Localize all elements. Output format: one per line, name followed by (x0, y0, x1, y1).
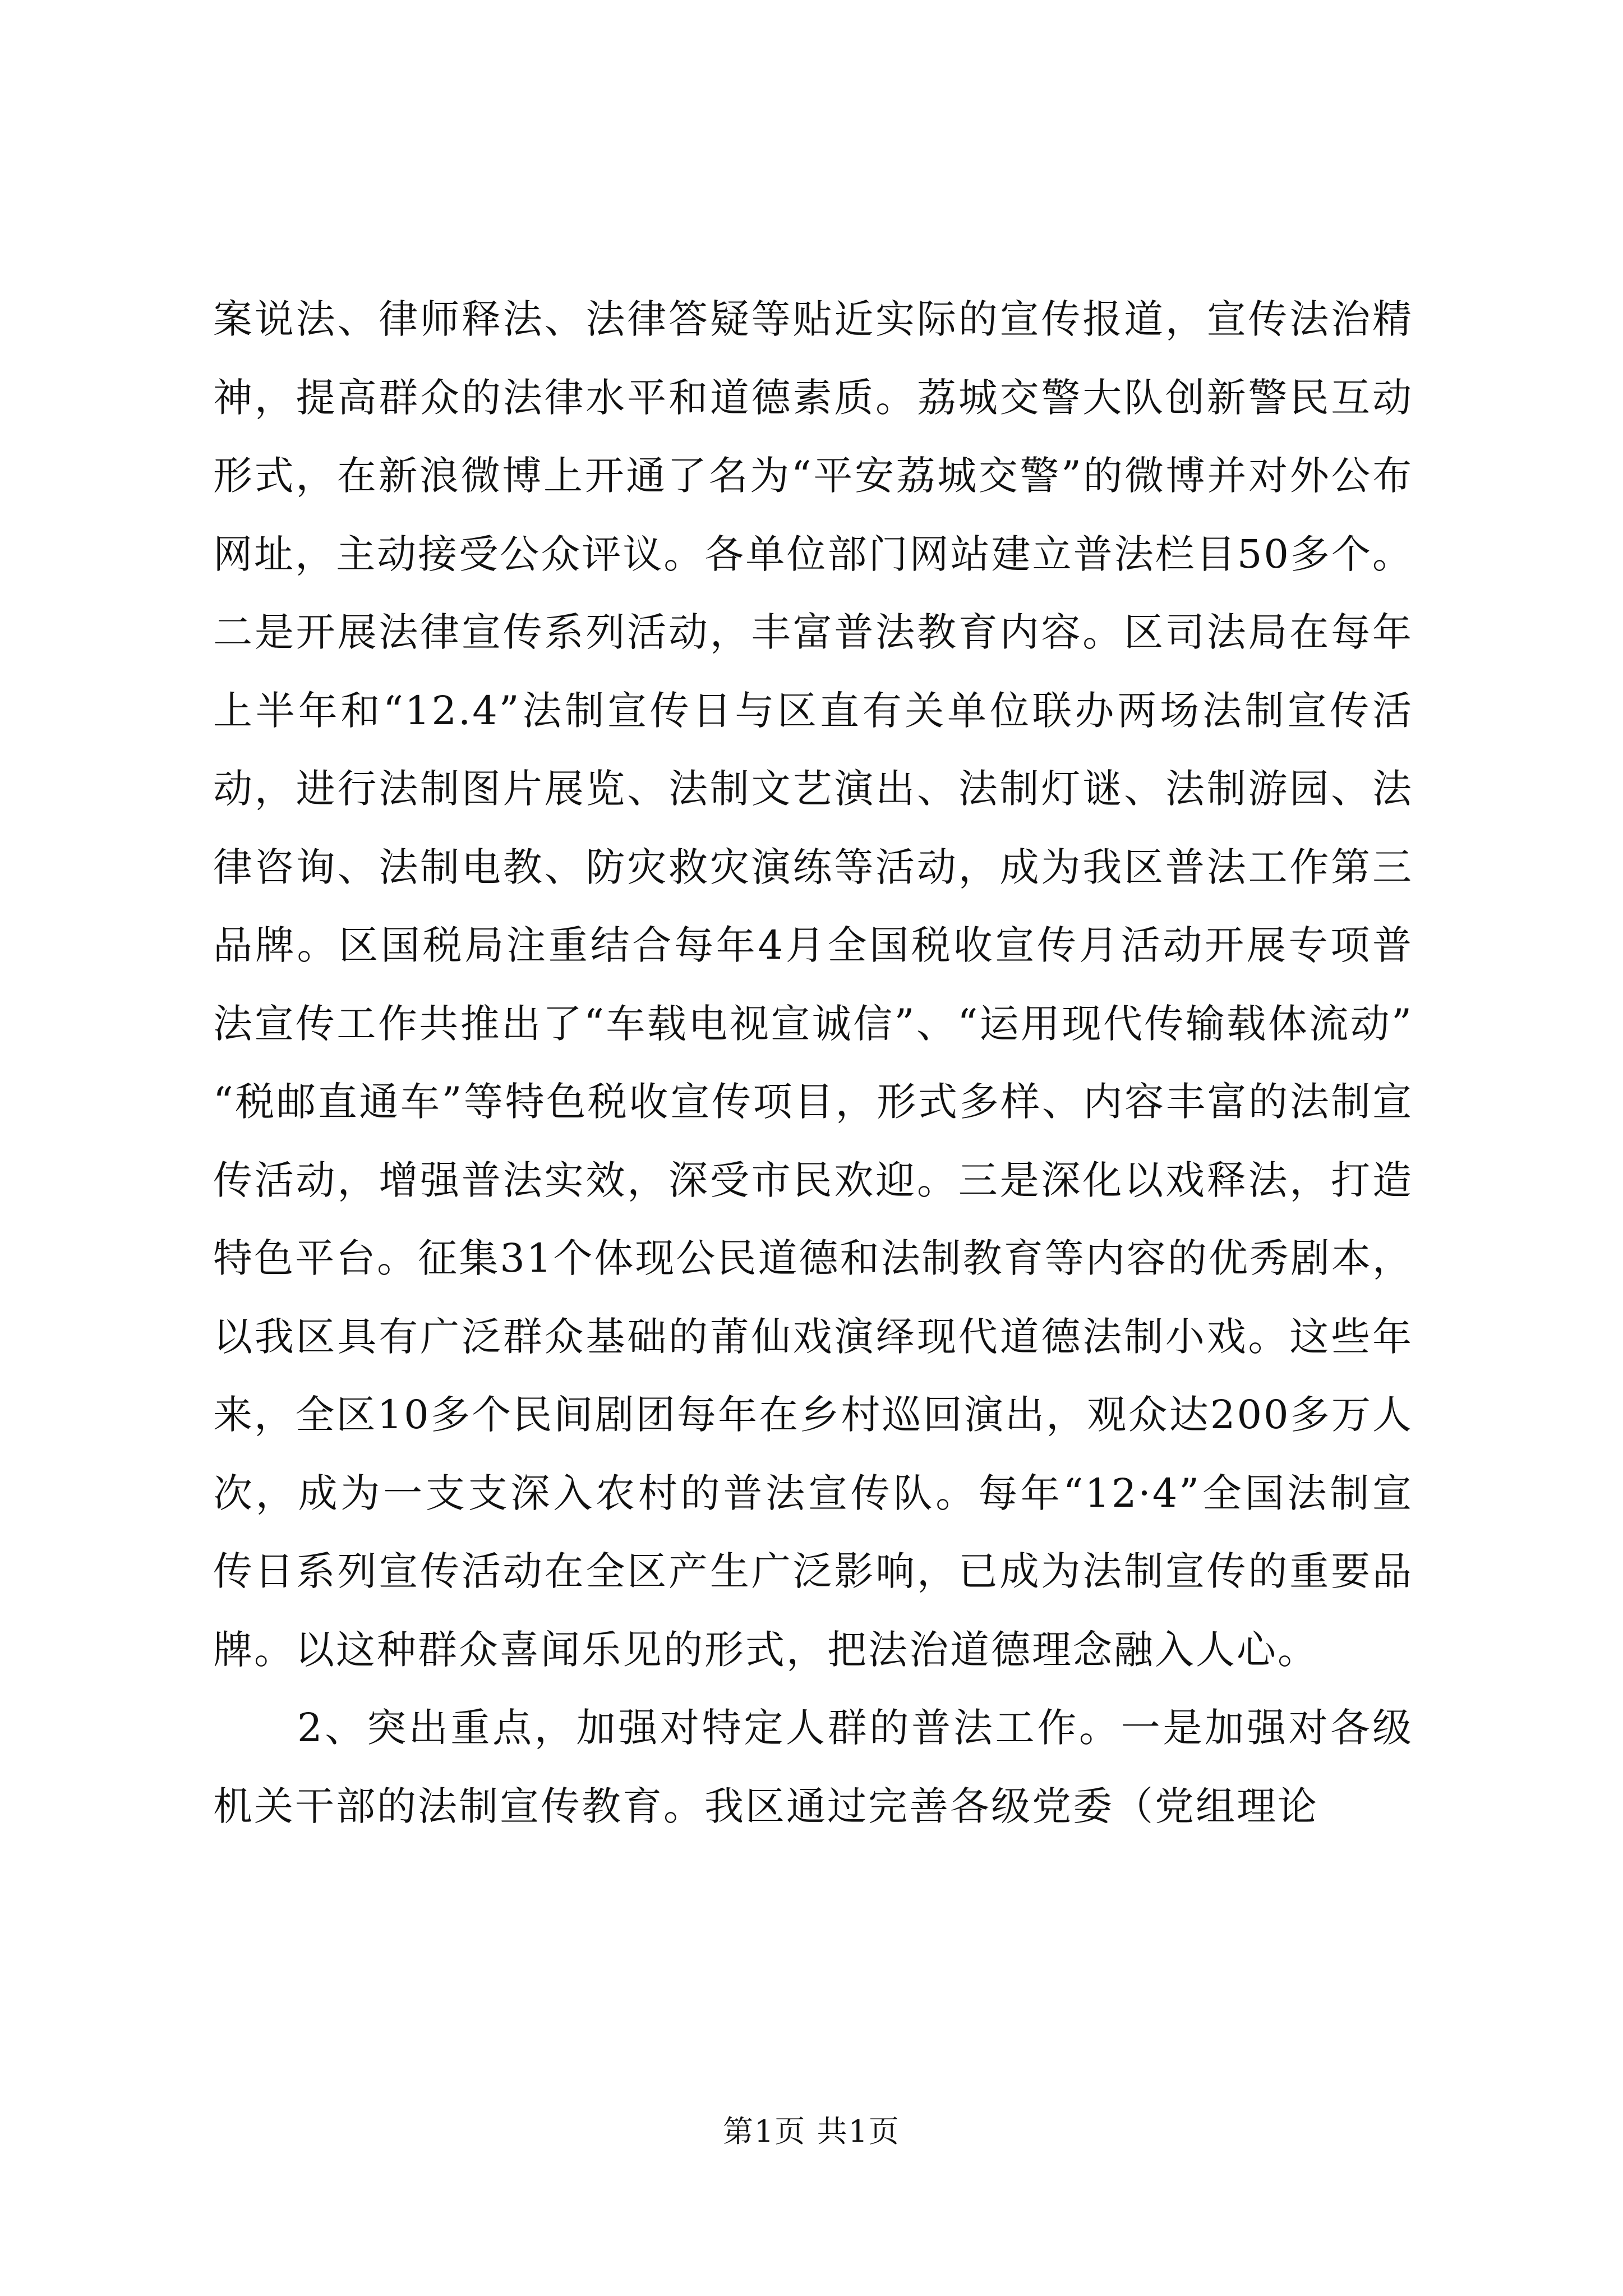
page-footer: 第1页 共1页 (723, 2114, 900, 2149)
document-body (213, 280, 1413, 1846)
paragraph-continuation: 案说法、律师释法、法律答疑等贴近实际的宣传报道，宣传法治精神，提高群众的法律水平和道德素质。荔城交警大队创新警民互动形式，在新浪微博上开通了名为“平安荔城交警”的微博并对外公布网址，主动接受公众评议。各单位部门网站建立普法栏目50多个。二是开展法律宣传系列活动，丰富普法教育内容。区司法局在每年上半年和“12.4”法制宣传日与区直有关单位联办两场法制宣传活动，进行法制图片展览、法制文艺演出、法制灯谜、法制游园、法律咨询、法制电教、防灾救灾演练等活动，成为我区普法工作第三品牌。区国税局注重结合每年4月全国税收宣传月活动开展专项普法宣传工作共推出了“车载电视宣诚信”、“运用现代传输载体流动”“税邮直通车”等特色税收宣传项目，形式多样、内容丰富的法制宣传活动，增强普法实效，深受市民欢迎。三是深化以戏释法，打造特色平台。征集31个体现公民道德和法制教育等内容的优秀剧本，以我区具有广泛群众基础的莆仙戏演绎现代道德法制小戏。这些年来，全区10多个民间剧团每年在乡村巡回演出，观众达200多万人次，成为一支支深入农村的普法宣传队。每年“12·4”全国法制宣传日系列宣传活动在全区产生广泛影响，已成为法制宣传的重要品牌。以这种群众喜闻乐见的形式，把法治道德理念融入人心。 (213, 296, 1413, 1673)
paragraph-key-groups: 2、突出重点，加强对特定人群的普法工作。一是加强对各级机关干部的法制宣传教育。我区通过完善各级党委（党组理论 (213, 1705, 1413, 1829)
